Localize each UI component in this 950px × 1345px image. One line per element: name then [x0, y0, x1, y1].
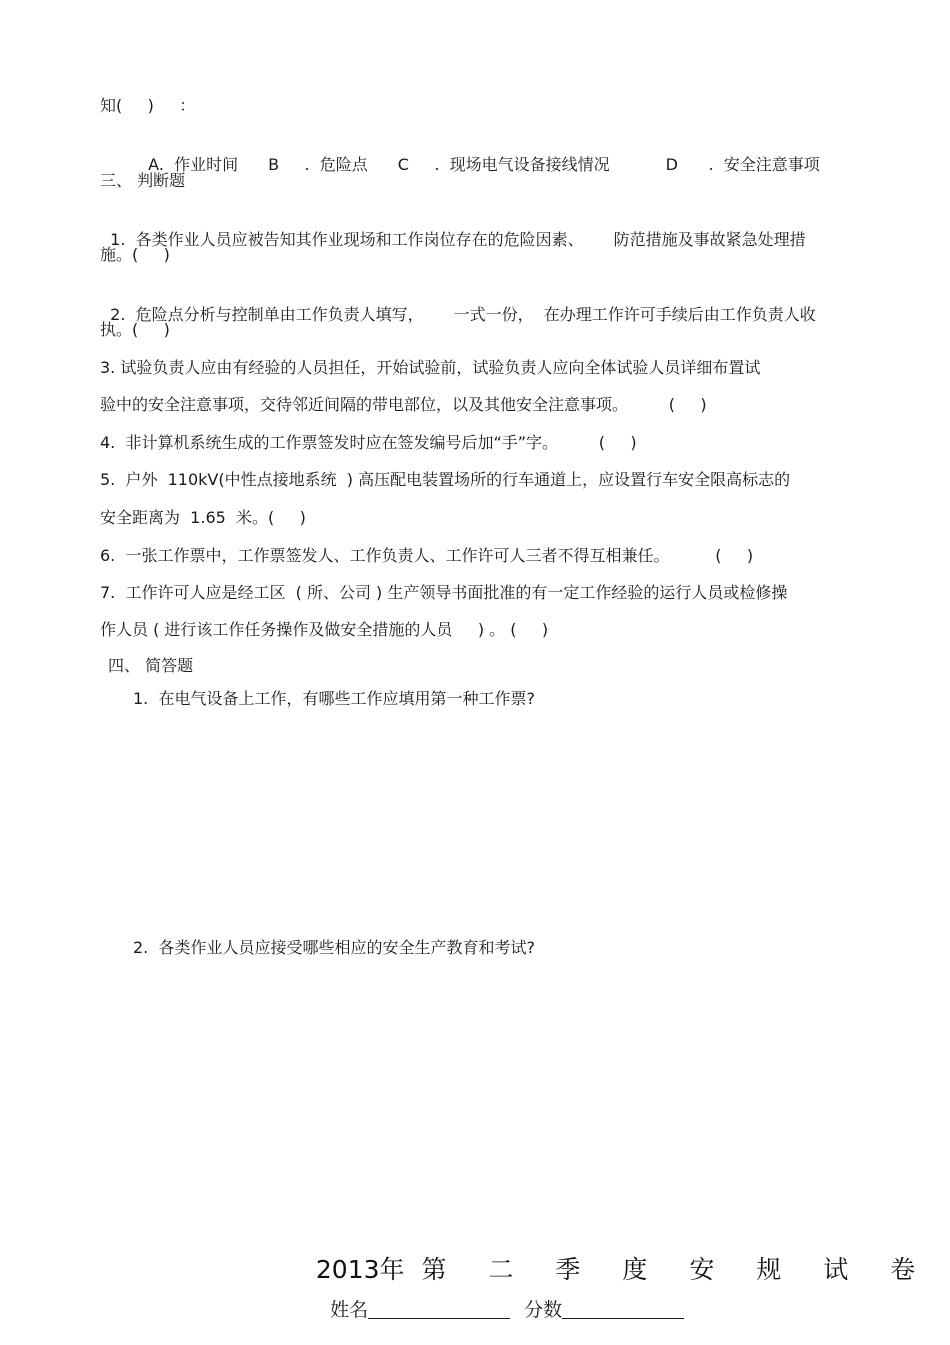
- judgement-item-1-text-a: 1. 各类作业人员应被告知其作业现场和工作岗位存在的危险因素、: [110, 230, 584, 249]
- short-answer-question-1: 1. 在电气设备上工作，有哪些工作应填用第一种工作票?: [133, 689, 535, 708]
- section-3-heading: 三、 判断题: [100, 171, 186, 190]
- section-4-heading: 四、 简答题: [108, 656, 194, 675]
- option-b: B . 危险点: [268, 155, 368, 174]
- judgement-item-7-line-1: 7. 工作许可人应是经工区 ( 所、公司 ) 生产领导书面批准的有一定工作经验的运行人员或检修操: [100, 583, 788, 602]
- score-label: 分数: [524, 1299, 563, 1321]
- score-blank[interactable]: [562, 1298, 684, 1319]
- name-label: 姓名: [330, 1299, 369, 1321]
- name-blank[interactable]: [368, 1298, 510, 1319]
- judgement-item-2-line-1: [100, 282, 816, 326]
- judgement-item-3-line-2: 验中的安全注意事项，交待邻近间隔的带电部位，以及其他安全注意事项。 ( ): [100, 395, 707, 414]
- judgement-item-2-text-b: 一式一份， 在办理工作许可手续后由工作负责人收: [453, 305, 816, 324]
- prev-question-tail: 知( ) ：: [100, 96, 196, 115]
- next-paper-year: 2013: [315, 1255, 380, 1284]
- judgement-item-3-line-1: 3. 试验负责人应由有经验的人员担任，开始试验前，试验负责人应向全体试验人员详细布置试: [100, 358, 761, 377]
- judgement-item-2-text-a: 2. 危险点分析与控制单由工作负责人填写，: [110, 305, 424, 324]
- name-score-fields: [318, 1271, 684, 1323]
- option-d: D . 安全注意事项: [665, 155, 820, 174]
- judgement-item-1-text-b: 防范措施及事故紧急处理措: [613, 230, 806, 249]
- judgement-item-4: 4. 非计算机系统生成的工作票签发时应在签发编号后加“手”字。 ( ): [100, 433, 637, 452]
- judgement-item-1-line-2: 施。( ): [100, 245, 170, 264]
- judgement-item-1-line-1: [100, 207, 806, 251]
- judgement-item-7-line-2: 作人员 ( 进行该工作任务操作及做安全措施的人员 ) 。 ( ): [100, 620, 549, 639]
- judgement-item-2-line-2: 执。( ): [100, 320, 170, 339]
- option-a: A. 作业时间: [148, 155, 239, 174]
- judgement-item-5-line-2: 安全距离为 1.65 米。( ): [100, 508, 306, 527]
- option-c: C . 现场电气设备接线情况: [397, 155, 610, 174]
- short-answer-question-2: 2. 各类作业人员应接受哪些相应的安全生产教育和考试?: [133, 938, 535, 957]
- judgement-item-5-line-1: 5. 户外 110kV(中性点接地系统 ) 高压配电装置场所的行车通道上，应设置行车安全限高标志的: [100, 470, 791, 489]
- judgement-item-6: 6. 一张工作票中，工作票签发人、工作负责人、工作许可人三者不得互相兼任。 ( ): [100, 546, 754, 565]
- options-line: [138, 132, 820, 176]
- next-paper-title-text: 年第 二 季 度 安 规 试 卷: [379, 1255, 933, 1284]
